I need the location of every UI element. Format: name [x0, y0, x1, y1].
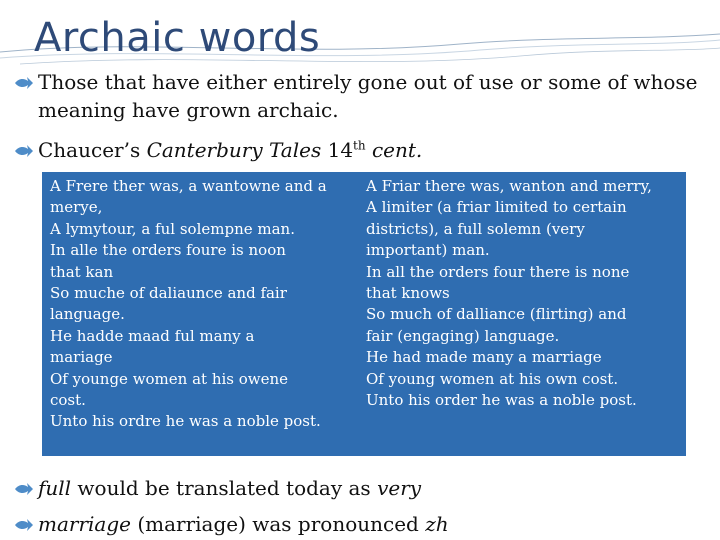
arrow-bullet-icon [14, 482, 34, 496]
text-line: mariage [50, 348, 113, 367]
text-line: A limiter (a friar limited to certain [366, 198, 627, 217]
bullet-text: Those that have either entirely gone out of use or some of whose meaning have grown archaic. [38, 70, 698, 122]
text-line: Of young women at his own cost. [366, 369, 619, 388]
bullet-text: full would be translated today as very [38, 476, 422, 500]
text-line: cost. [50, 391, 86, 410]
text-line: language. [50, 305, 125, 324]
text-line: Unto his order he was a noble post. [366, 391, 637, 410]
text-line: So muche of daliaunce and fair [50, 284, 287, 303]
bullet-chaucer [14, 136, 704, 164]
text-line: that kan [50, 262, 114, 281]
text-line: He had made many a marriage [366, 348, 602, 367]
slide-title: Archaic words [34, 15, 321, 61]
arrow-bullet-icon [14, 76, 34, 90]
text-line: districts), a full solemn (very [366, 219, 585, 238]
text-line: fair (engaging) language. [366, 326, 560, 345]
text-line: A lymytour, a ful solempne man. [50, 219, 295, 238]
bullet-note-full [14, 474, 704, 502]
text-line: that knows [366, 284, 450, 303]
bullet-text: marriage (marriage) was pronounced zh [38, 512, 449, 536]
arrow-bullet-icon [14, 144, 34, 158]
text-line: merye, [50, 198, 103, 217]
work-title: Canterbury Tales [146, 138, 322, 162]
bullet-text: Chaucer’s Canterbury Tales 14th cent. [38, 138, 423, 162]
translation-box [42, 172, 686, 456]
text-line: Of younge women at his owene [50, 369, 289, 388]
text-line: A Frere ther was, a wantowne and a [50, 177, 327, 195]
bullet-definition [14, 68, 704, 124]
bullet-note-marriage [14, 510, 704, 538]
text-line: In alle the orders foure is noon [50, 241, 286, 260]
middle-english-column [50, 176, 354, 433]
text-line: Unto his ordre he was a noble post. [50, 412, 321, 431]
text-line: important) man. [366, 241, 490, 260]
text-line: In all the orders four there is none [366, 262, 630, 281]
text-line: So much of dalliance (flirting) and [366, 305, 627, 324]
text-line: A Friar there was, wanton and merry, [366, 177, 652, 195]
text-line: He hadde maad ful many a [50, 326, 255, 345]
arrow-bullet-icon [14, 518, 34, 532]
modern-english-column [366, 176, 686, 411]
